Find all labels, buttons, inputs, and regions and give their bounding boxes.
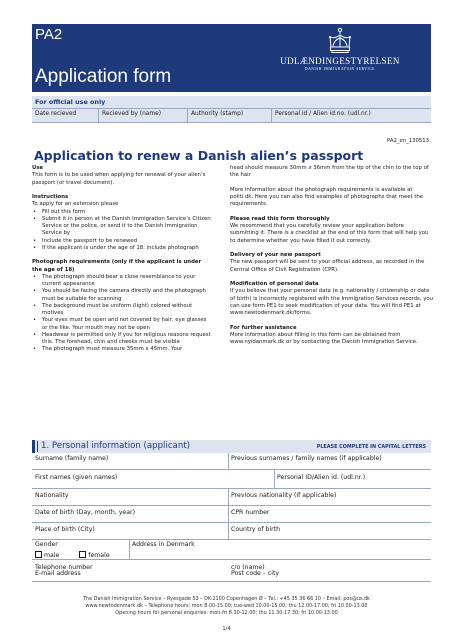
nationality-field[interactable]: Nationality bbox=[35, 492, 69, 499]
footer-opening-hours: Opening hours for personal enquiries: mon-fri 8.30-12.00; thu 11.30-17.30; fri 10.00-13.00 bbox=[115, 609, 338, 616]
modification-heading: Modification of personal data bbox=[230, 281, 319, 287]
previous-nationality-field[interactable]: Previous nationality (if applicable) bbox=[231, 492, 337, 499]
crown-icon bbox=[326, 27, 354, 55]
male-label: male bbox=[44, 552, 60, 559]
list-item: • Your eyes must be open and not covered by hair, eye glasses or the like. Your mouth may not be open bbox=[32, 317, 213, 332]
country-of-birth-field[interactable]: Country of birth bbox=[231, 526, 281, 533]
delivery-text: The new passport will be sent to your official address, as recorded in the Central Office of Civil Registration (CPR). bbox=[230, 259, 425, 273]
previous-surnames-field[interactable]: Previous surnames / family names (if applicable) bbox=[231, 455, 382, 462]
authority-stamp-field[interactable]: Authority (stamp) bbox=[188, 109, 272, 122]
official-use-fields bbox=[32, 108, 431, 122]
surname-field[interactable]: Surname (family name) bbox=[35, 455, 109, 462]
surname-row bbox=[32, 453, 431, 470]
address-field[interactable]: Address in Denmark bbox=[132, 541, 195, 548]
telephone-field[interactable]: Telephone number bbox=[35, 564, 93, 571]
instructions-list bbox=[32, 209, 213, 253]
first-names-field[interactable]: First names (given names) bbox=[35, 474, 118, 481]
header-banner bbox=[32, 24, 431, 92]
photo-size-continuation: head should measure 30mm x 36mm from the tip of the chin to the top of the hair bbox=[230, 165, 429, 179]
co-name-field[interactable]: c/o (name) bbox=[231, 564, 265, 571]
female-label: female bbox=[88, 552, 110, 559]
received-by-field[interactable]: Recieved by (name) bbox=[99, 109, 188, 122]
list-item: • Fill out this form bbox=[32, 209, 213, 216]
more-info-text: More information about the photograph requirements is available at politi.dk. Here you can also find examples of photographs that meet the requirements. bbox=[230, 186, 424, 208]
information-column bbox=[230, 165, 434, 346]
list-item: • Submit it in person at the Danish Immigration Service’s Citizen Service or the police, or send it to the Danish Immigration Service by bbox=[32, 216, 213, 238]
list-item: • The photograph should bear a close resemblance to your current appearance bbox=[32, 274, 213, 289]
agency-logo bbox=[252, 27, 428, 71]
assistance-text: More information about filling in this form can be obtained from www.nyidanmark.dk or by contacting the Danish Immigration Service. bbox=[230, 331, 418, 345]
personal-id-alien-field[interactable]: Personal ID/Alien id. (udl.nr.) bbox=[277, 474, 366, 481]
use-heading: Use bbox=[32, 165, 44, 171]
male-checkbox[interactable] bbox=[35, 551, 42, 558]
list-item: • Headwear is permitted only if you for religious reasons request this. The forehead, chin and cheeks must be visible bbox=[32, 332, 213, 347]
email-field[interactable]: E-mail address bbox=[35, 570, 81, 577]
agency-name: UDLÆNDINGESTYRELSEN bbox=[280, 56, 400, 66]
list-item: • You should be facing the camera directly and the photograph must be suitable for scanning bbox=[32, 288, 213, 303]
instructions-heading: Instructions bbox=[32, 194, 69, 200]
form-version-code: PA2_en_130513 bbox=[387, 138, 429, 144]
female-checkbox[interactable] bbox=[79, 551, 86, 558]
footer-telephone-hours: www.newtodenmark.dk – Telephone hours: mon 8.00-15.00; tue-wed 10.00-15.00; thu 12.00-17.00; fri 10.00-13.00 bbox=[85, 602, 368, 609]
date-of-birth-field[interactable]: Date of birth (Day, month, year) bbox=[35, 509, 135, 516]
gender-label: Gender bbox=[35, 541, 58, 548]
date-received-field[interactable]: Date recieved bbox=[32, 109, 99, 122]
list-item: • The photograph must measure 35mm x 45mm. Your bbox=[32, 346, 213, 353]
gender-options bbox=[35, 551, 110, 559]
agency-subtitle: DANISH IMMIGRATION SERVICE bbox=[304, 67, 376, 71]
gender-address-row bbox=[32, 540, 431, 560]
footer bbox=[0, 596, 453, 616]
photo-requirements-list bbox=[32, 274, 213, 354]
birth-place-row bbox=[32, 523, 431, 540]
first-names-row bbox=[32, 470, 431, 489]
email-row-line bbox=[32, 577, 431, 582]
official-use-title: For official use only bbox=[35, 98, 106, 106]
section-1-header bbox=[32, 440, 431, 453]
footer-address: The Danish Immigration Service – Ryesgade 53 – DK-2100 Copenhagen Ø – Tel.: +45 35 36 66 10 – Email: pos@us.dk bbox=[82, 596, 371, 602]
form-main-title: Application to renew a Danish alien’s passport bbox=[34, 148, 364, 163]
form-code: PA2 bbox=[35, 26, 63, 43]
photo-requirements-heading: Photograph requirements (only if the applicant is under the age of 18) bbox=[32, 259, 202, 273]
capital-letters-note: PLEASE COMPLETE IN CAPITAL LETTERS bbox=[316, 444, 426, 450]
instructions-intro: To apply for an extension please bbox=[32, 201, 119, 208]
list-item: • The background must be uniform (light) colored without motives bbox=[32, 303, 213, 318]
read-form-text: We recommend that you carefully review your application before submitting it. There is a checklist at the end of this form that will help you to determine whether you have filled it out correctly. bbox=[230, 223, 429, 244]
post-code-field[interactable]: Post code – city bbox=[231, 570, 280, 577]
list-item: • If the applicant is under the age of 18: include photograph bbox=[32, 245, 213, 252]
use-text: This form is to be used when applying for renewal of your alien’s passport (or travel document). bbox=[32, 172, 206, 186]
official-use-box bbox=[32, 96, 431, 123]
cpr-number-field[interactable]: CPR number bbox=[231, 509, 270, 516]
modification-text: If you believe that your personal data (e.g. nationality / citizenship or date of birth) is incorrectly registered with the Immigration Services records, you can use form PE1 to seek modification of your data. You will find PE1 at www.newtodenmark.dk/forms. bbox=[230, 288, 434, 316]
instructions-column bbox=[32, 165, 213, 354]
place-of-birth-field[interactable]: Place of birth (City) bbox=[35, 526, 95, 533]
nationality-row bbox=[32, 489, 431, 506]
page-title: Application form bbox=[35, 66, 172, 87]
section-1-title: 1. Personal information (applicant) bbox=[41, 441, 190, 451]
page-number: 1/4 bbox=[222, 626, 231, 632]
read-form-heading: Please read this form thoroughly bbox=[230, 215, 330, 222]
birth-date-row bbox=[32, 506, 431, 523]
personal-id-field[interactable]: Personal id / Alien id.no. (udl.nr.) bbox=[275, 111, 371, 117]
list-item: • Include the passport to be renewed bbox=[32, 238, 213, 245]
assistance-heading: For further assistance bbox=[230, 324, 297, 331]
delivery-heading: Delivery of your new passport bbox=[230, 252, 321, 258]
